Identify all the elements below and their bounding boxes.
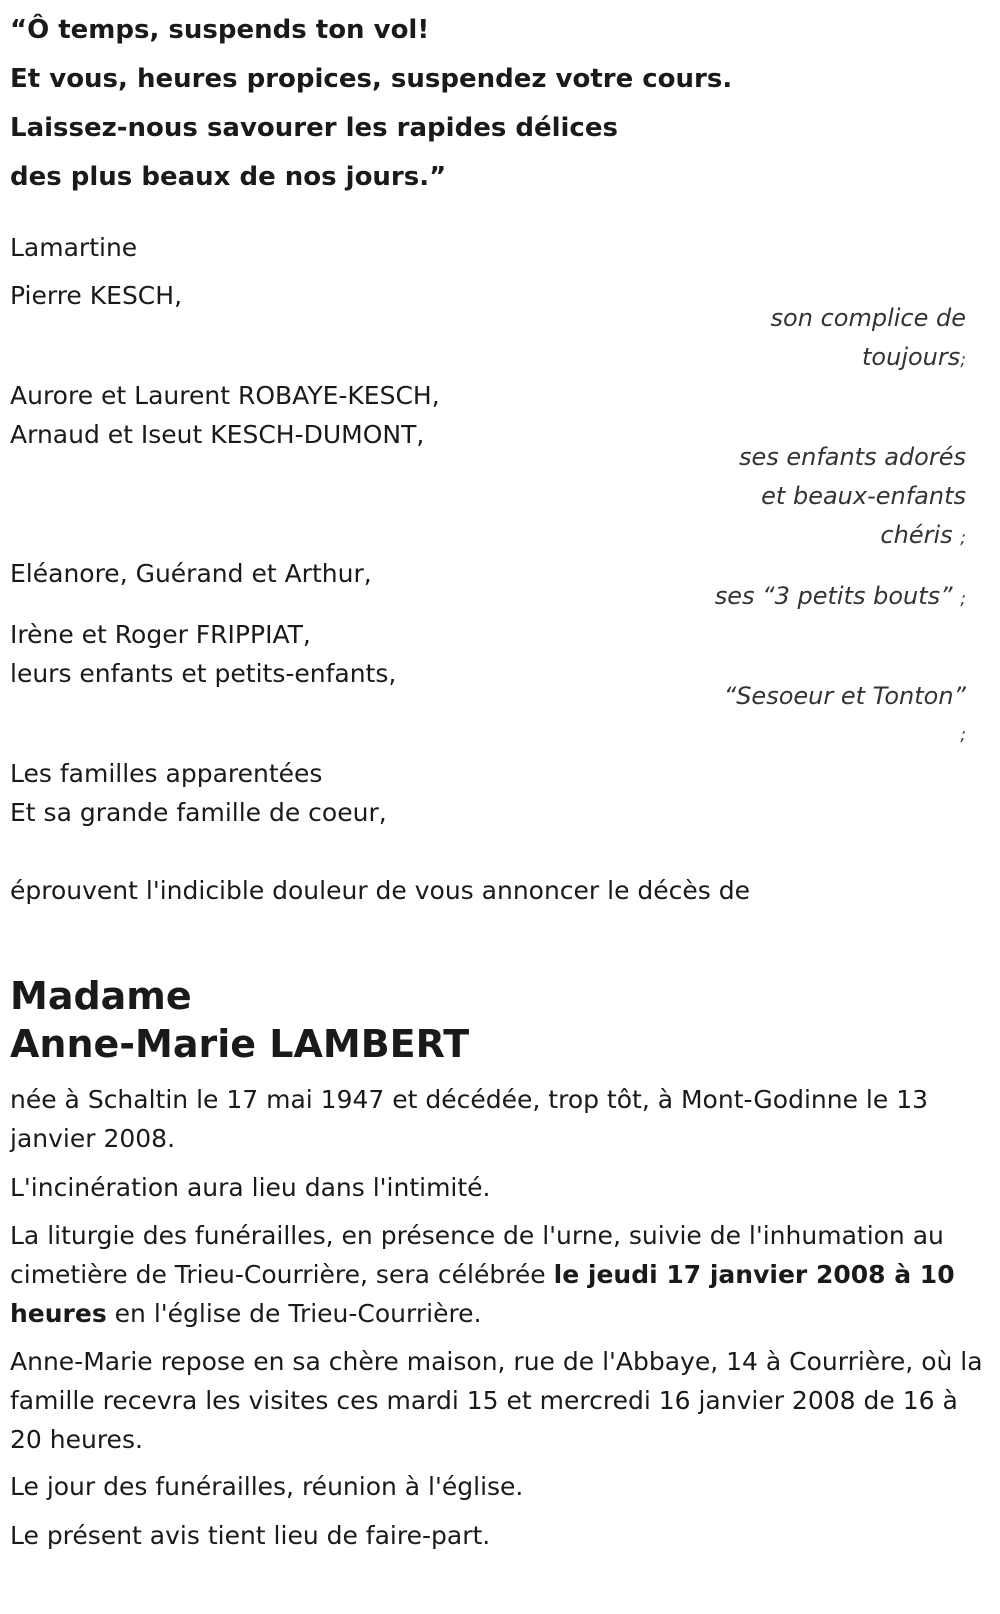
grandchildren-names: Eléanore, Guérand et Arthur, — [10, 559, 372, 588]
grandchildren-role — [646, 577, 966, 619]
sibling-name-line: Irène et Roger FRIPPIAT, — [10, 620, 311, 649]
liturgy-datetime: le jeudi 17 janvier 2008 à 10 heures — [10, 1260, 955, 1328]
cremation-paragraph: L'incinération aura lieu dans l'intimité. — [10, 1173, 491, 1202]
deceased-name-block — [10, 972, 469, 1068]
quote-line: Laissez-nous savourer les rapides délices — [10, 113, 618, 143]
liturgy-place: en l'église de Trieu-Courrière. — [106, 1299, 482, 1328]
notice-paragraph: Le présent avis tient lieu de faire-part. — [10, 1521, 491, 1550]
quote-line: des plus beaux de nos jours.” — [10, 162, 447, 192]
grandchildren-role-text: ses “3 petits bouts” — [714, 582, 953, 610]
visits-paragraph: Anne-Marie repose en sa chère maison, rue de l'Abbaye, 14 à Courrière, où la famille recevra les visites ces mardi 15 et mercredi 16 janvier 2008 de 16 à 20 heures. — [10, 1347, 983, 1454]
announcement-text: éprouvent l'indicible douleur de vous annoncer le décès de — [10, 876, 751, 905]
epigraph-quote — [10, 6, 732, 202]
separator: ; — [960, 725, 966, 745]
liturgy-paragraph — [10, 1216, 985, 1333]
children-name-line: Arnaud et Iseut KESCH-DUMONT, — [10, 420, 425, 449]
other-family-line: Et sa grande famille de coeur, — [10, 798, 387, 827]
spouse-role-text: son complice de toujours — [770, 304, 966, 371]
children-role-line: chéris — [880, 521, 953, 549]
children-role-line: ses enfants adorés — [738, 443, 966, 471]
sibling-role-text: “Sesoeur et Tonton” — [723, 682, 966, 710]
quote-line: “Ô temps, suspends ton vol! — [10, 15, 430, 45]
quote-author: Lamartine — [10, 233, 138, 262]
sibling-role — [646, 677, 966, 755]
sibling-names — [10, 615, 610, 693]
sibling-name-line: leurs enfants et petits-enfants, — [10, 659, 397, 688]
separator: ; — [960, 350, 966, 370]
deceased-title: Madame — [10, 974, 192, 1018]
birth-death-paragraph: née à Schaltin le 17 mai 1947 et décédée, trop tôt, à Mont-Godinne le 13 janvier 2008. — [10, 1085, 929, 1153]
separator: ; — [960, 589, 966, 609]
deceased-name: Anne-Marie LAMBERT — [10, 1022, 470, 1066]
spouse-name: Pierre KESCH, — [10, 281, 183, 310]
liturgy-text: La liturgie des funérailles, en présence de l'urne, suivie de l'inhumation au cimetière de Trieu-Courrière, sera célébrée — [10, 1221, 944, 1289]
other-family-line: Les familles apparentées — [10, 759, 323, 788]
children-role — [666, 438, 966, 558]
children-role-line: et beaux-enfants — [761, 482, 966, 510]
children-name-line: Aurore et Laurent ROBAYE-KESCH, — [10, 381, 440, 410]
separator: ; — [960, 528, 966, 548]
quote-line: Et vous, heures propices, suspendez votre cours. — [10, 64, 733, 94]
other-family — [10, 754, 610, 832]
meeting-paragraph: Le jour des funérailles, réunion à l'église. — [10, 1472, 524, 1501]
children-names — [10, 376, 610, 454]
spouse-role — [726, 299, 966, 380]
